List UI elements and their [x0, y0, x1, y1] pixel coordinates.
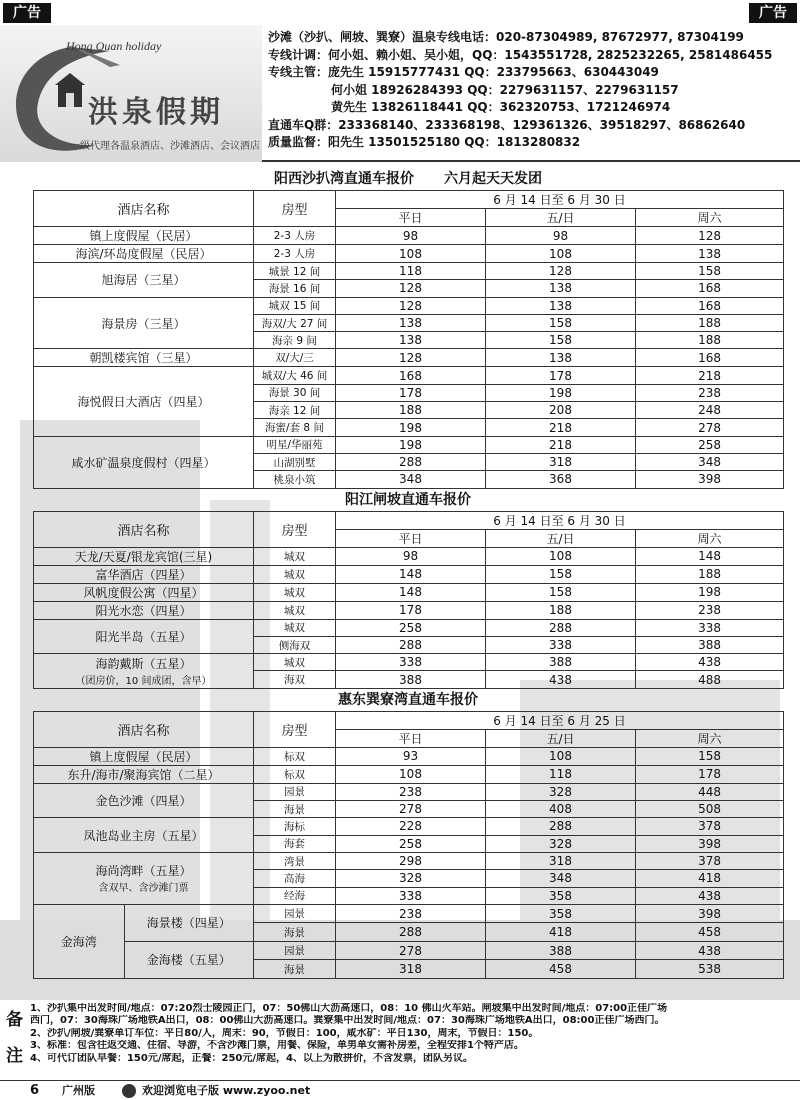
price-tables [33, 168, 783, 979]
price-cell: 368 [486, 471, 636, 488]
hotel-name-cell [34, 565, 254, 583]
price-cell: 168 [336, 367, 486, 384]
column-header-hotel: 酒店名称 [34, 711, 254, 747]
room-type: 海景 30 间 [254, 384, 336, 401]
hotel-name: 镇上度假屋（民居） [89, 229, 198, 243]
room-type: 园景 [254, 783, 336, 800]
price-cell: 198 [336, 436, 486, 453]
table-row [34, 227, 784, 245]
price-cell: 438 [636, 941, 784, 960]
hotel-name: 风帆度假公寓（四星） [83, 585, 204, 600]
table-row [34, 654, 784, 671]
notes-section [0, 1003, 800, 1075]
price-cell: 148 [336, 583, 486, 601]
room-type: 城双 [254, 601, 336, 619]
hotel-name-cell [34, 619, 254, 654]
price-cell: 338 [486, 636, 636, 653]
room-type: 海景 [254, 801, 336, 818]
price-cell: 338 [336, 887, 486, 904]
column-header-hotel: 酒店名称 [34, 191, 254, 227]
price-cell: 288 [486, 818, 636, 835]
price-cell: 398 [636, 471, 784, 488]
price-column-header: 平日 [336, 529, 486, 547]
price-cell: 438 [486, 671, 636, 688]
hotel-name: 海悦假日大酒店（四星） [77, 395, 210, 410]
hotel-name-cell [34, 297, 254, 349]
contact-line: 专线计调：何小姐、赖小姐、吴小姐，QQ：1543551728, 2825232265, 2581486455 [268, 47, 773, 62]
hotel-name: 阳光半岛（五星） [95, 629, 192, 644]
price-cell: 348 [336, 471, 486, 488]
group-name: 金海湾 [60, 934, 97, 949]
contact-line: 质量监督：阳先生 13501525180 QQ：1813280832 [268, 135, 581, 149]
price-cell: 318 [486, 852, 636, 869]
edition-label: 广州版 [62, 1084, 95, 1097]
price-cell: 158 [636, 263, 784, 280]
notes-label-top: 备 [6, 1010, 23, 1030]
price-cell: 138 [486, 280, 636, 297]
hotel-name: 凤池岛业主房（五星） [83, 828, 204, 843]
price-cell: 98 [336, 227, 486, 245]
price-cell: 258 [336, 835, 486, 852]
table-row [34, 783, 784, 800]
hotel-name: 旭海居（三星） [101, 273, 186, 288]
table-row [34, 818, 784, 835]
room-type: 山湖别墅 [254, 453, 336, 470]
room-type: 海标 [254, 818, 336, 835]
price-cell: 228 [336, 818, 486, 835]
price-cell: 328 [486, 783, 636, 800]
header [0, 25, 800, 162]
ad-badge-right: 广告 [749, 3, 797, 23]
price-table [33, 190, 784, 489]
price-cell: 128 [336, 297, 486, 314]
group-combined-cell [34, 904, 254, 978]
price-cell: 338 [336, 654, 486, 671]
price-cell: 118 [336, 263, 486, 280]
price-cell: 458 [486, 960, 636, 979]
room-type: 园景 [254, 941, 336, 960]
price-cell: 188 [636, 565, 784, 583]
price-cell: 108 [486, 547, 636, 565]
section-title [33, 489, 783, 511]
price-cell: 278 [336, 941, 486, 960]
price-cell: 178 [636, 765, 784, 783]
note-line: 1、沙扒集中出发时间/地点：07:20烈士陵园正门，07：50佛山大沥高速口，08：10 佛山火车站。闸坡集中出发时间/地点：07:00正佳广场 [30, 1003, 668, 1014]
column-header-room: 房型 [254, 511, 336, 547]
price-column-header: 周六 [636, 529, 784, 547]
price-cell: 118 [486, 765, 636, 783]
hotel-name: 海尚湾畔（五星） [95, 864, 192, 879]
price-cell: 288 [486, 619, 636, 636]
price-cell: 398 [636, 904, 784, 923]
table-row [34, 436, 784, 453]
price-cell: 438 [636, 654, 784, 671]
price-cell: 288 [336, 923, 486, 942]
hotel-name-cell [34, 583, 254, 601]
room-type: 城双 [254, 565, 336, 583]
price-cell: 138 [336, 332, 486, 349]
contact-line: 沙滩（沙扒、闸坡、巽寮）温泉专线电话：020-87304989, 87672977, 87304199 [268, 30, 744, 44]
price-cell: 348 [486, 870, 636, 887]
table-row [34, 245, 784, 263]
hotel-name: 咸水矿温泉度假村（四星） [71, 455, 216, 470]
room-type: 海套 [254, 835, 336, 852]
table-row [34, 367, 784, 384]
price-cell: 438 [636, 887, 784, 904]
price-cell: 408 [486, 801, 636, 818]
price-column-header: 平日 [336, 209, 486, 227]
table-row [34, 747, 784, 765]
hotel-name: 海景房（三星） [101, 316, 186, 331]
price-cell: 108 [336, 245, 486, 263]
price-cell: 98 [486, 227, 636, 245]
date-range-header: 6 月 14 日至 6 月 30 日 [336, 191, 784, 209]
room-type: 城双 15 间 [254, 297, 336, 314]
room-type: 标双 [254, 765, 336, 783]
price-cell: 538 [636, 960, 784, 979]
section-title-text: 阳西沙扒湾直通车报价 [274, 171, 414, 187]
room-type: 海双/大 27 间 [254, 314, 336, 331]
room-type: 高海 [254, 870, 336, 887]
note-line: 西门，07：30海珠广场地铁A出口，08：00佛山大沥高速口。巽寮集中出发时间/地点：07：30海珠广场地铁A出口，08:00正佳广场西门。 [30, 1015, 665, 1027]
price-cell: 378 [636, 852, 784, 869]
table-row [34, 765, 784, 783]
table-header-row [34, 711, 784, 729]
price-cell: 208 [486, 402, 636, 419]
hotel-name: 东升/海市/聚海宾馆（二星） [67, 767, 220, 782]
table-row [34, 547, 784, 565]
price-cell: 158 [486, 565, 636, 583]
price-cell: 198 [336, 419, 486, 436]
price-cell: 458 [636, 923, 784, 942]
section-subtitle: 六月起天天发团 [444, 171, 542, 187]
contact-line [268, 82, 798, 100]
price-cell: 158 [486, 583, 636, 601]
hotel-name-cell [34, 852, 254, 904]
price-cell: 218 [486, 419, 636, 436]
room-type: 侧海双 [254, 636, 336, 653]
section-title-text: 惠东巽寮湾直通车报价 [338, 691, 478, 708]
price-cell: 128 [636, 227, 784, 245]
price-cell: 188 [636, 332, 784, 349]
price-cell: 258 [336, 619, 486, 636]
price-cell: 318 [336, 960, 486, 979]
notes-body [30, 1003, 798, 1065]
price-cell: 198 [636, 583, 784, 601]
hotel-name-cell [34, 783, 254, 818]
price-column-header: 五/日 [486, 729, 636, 747]
date-range-header: 6 月 14 日至 6 月 25 日 [336, 711, 784, 729]
table-row [34, 601, 784, 619]
price-cell: 328 [336, 870, 486, 887]
note-line: 3、标准：包含往返交通、住宿、导游，不含沙滩门票，用餐、保险，单男单女需补房差，全程安排1个特产店。 [30, 1040, 524, 1052]
footer [0, 1080, 800, 1100]
table-row [34, 263, 784, 280]
hotel-name: 金色沙滩（四星） [95, 794, 192, 809]
note-line: 2、沙扒/闸坡/巽寮单订车位：平日80/人，周末：90，节假日：100，咸水矿：平日130，周末，节假日：150。 [30, 1027, 539, 1039]
hotel-name-cell [34, 436, 254, 488]
price-cell: 98 [336, 547, 486, 565]
section-title [33, 689, 783, 711]
sub-building-name: 海景楼（四星） [146, 916, 231, 931]
price-cell: 418 [636, 870, 784, 887]
footer-logo-icon [122, 1084, 136, 1098]
price-cell: 388 [486, 654, 636, 671]
price-cell: 488 [636, 671, 784, 688]
price-cell: 198 [486, 384, 636, 401]
hotel-name-cell [34, 227, 254, 245]
price-cell: 148 [336, 565, 486, 583]
contact-line [268, 99, 798, 117]
hotel-name: 富华酒店（四星） [95, 567, 192, 582]
price-cell: 108 [486, 245, 636, 263]
price-cell: 288 [336, 636, 486, 653]
price-cell: 418 [486, 923, 636, 942]
price-cell: 288 [336, 453, 486, 470]
price-cell: 168 [636, 349, 784, 367]
price-cell: 238 [336, 783, 486, 800]
room-type: 湾景 [254, 852, 336, 869]
price-cell: 258 [636, 436, 784, 453]
footer-message: 欢迎浏览电子版 www.zyoo.net [142, 1084, 311, 1097]
hotel-note: 含双早、含沙滩门票 [98, 883, 189, 895]
contact-line-text: 何小姐 18926284393 QQ：2279631157、2279631157 [331, 82, 679, 97]
table-row [34, 349, 784, 367]
price-cell: 358 [486, 904, 636, 923]
price-cell: 158 [636, 747, 784, 765]
room-type: 园景 [254, 904, 336, 923]
room-type: 城景 12 间 [254, 263, 336, 280]
price-cell: 158 [486, 314, 636, 331]
price-cell: 248 [636, 402, 784, 419]
column-header-room: 房型 [254, 191, 336, 227]
hotel-name-cell [34, 818, 254, 853]
room-type: 海景 [254, 960, 336, 979]
price-cell: 178 [486, 367, 636, 384]
price-cell: 388 [636, 636, 784, 653]
price-cell: 128 [336, 280, 486, 297]
table-row [34, 852, 784, 869]
price-cell: 168 [636, 297, 784, 314]
page-number: 6 [30, 1083, 40, 1098]
price-cell: 178 [336, 601, 486, 619]
price-cell: 128 [486, 263, 636, 280]
price-cell: 138 [486, 297, 636, 314]
table-header-row [34, 511, 784, 529]
price-cell: 278 [336, 801, 486, 818]
room-type: 城双 [254, 654, 336, 671]
room-type: 2-3 人房 [254, 227, 336, 245]
room-type: 海景 [254, 923, 336, 942]
contact-line: 专线主管：庞先生 15915777431 QQ：233795663、630443049 [268, 65, 659, 79]
price-cell: 138 [486, 349, 636, 367]
room-type: 海亲 12 间 [254, 402, 336, 419]
hotel-name-cell [34, 245, 254, 263]
logo-area [0, 25, 262, 162]
price-table [33, 711, 784, 979]
price-cell: 448 [636, 783, 784, 800]
hotel-name: 阳光水恋（四星） [95, 603, 192, 618]
note-line: 4、可代订团队早餐：150元/席起，正餐：250元/席起，4、以上为散拼价，不含发票，团队另议。 [30, 1052, 473, 1064]
section-title [33, 168, 783, 190]
hotel-name: 朝凯楼宾馆（三星） [89, 351, 198, 366]
group-inner-table [34, 905, 253, 978]
room-type: 海景 16 间 [254, 280, 336, 297]
price-cell: 158 [486, 332, 636, 349]
room-type: 2-3 人房 [254, 245, 336, 263]
price-cell: 238 [636, 384, 784, 401]
price-cell: 138 [636, 245, 784, 263]
date-range-header: 6 月 14 日至 6 月 30 日 [336, 511, 784, 529]
hotel-name-cell [34, 747, 254, 765]
price-cell: 218 [636, 367, 784, 384]
price-cell: 238 [636, 601, 784, 619]
price-cell: 398 [636, 835, 784, 852]
hotel-name-cell [34, 765, 254, 783]
ad-badge-left: 广告 [3, 3, 51, 23]
room-type: 城双 [254, 619, 336, 636]
price-cell: 93 [336, 747, 486, 765]
group-name-cell [34, 905, 124, 978]
price-cell: 188 [636, 314, 784, 331]
column-header-hotel: 酒店名称 [34, 511, 254, 547]
hotel-note: （团房价，10 间成团，含早） [75, 675, 212, 687]
room-type: 海蜜/套 8 间 [254, 419, 336, 436]
price-cell: 188 [336, 402, 486, 419]
logo-chinese-text: 洪泉假期 [88, 95, 224, 130]
price-cell: 108 [486, 747, 636, 765]
logo-english-text: Hong Quan holiday [66, 39, 162, 53]
price-cell: 388 [486, 941, 636, 960]
price-column-header: 五/日 [486, 529, 636, 547]
price-cell: 328 [486, 835, 636, 852]
price-column-header: 五/日 [486, 209, 636, 227]
price-cell: 378 [636, 818, 784, 835]
hotel-name: 镇上度假屋（民居） [89, 749, 198, 764]
price-cell: 148 [636, 547, 784, 565]
price-column-header: 周六 [636, 729, 784, 747]
price-column-header: 平日 [336, 729, 486, 747]
contact-line-text: 黄先生 13826118441 QQ：362320753、1721246974 [331, 100, 671, 114]
hotel-name: 海韵戴斯（五星） [95, 656, 192, 671]
column-header-room: 房型 [254, 711, 336, 747]
table-row [34, 297, 784, 314]
room-type: 双/大/三 [254, 349, 336, 367]
room-type: 城双 [254, 547, 336, 565]
price-cell: 128 [336, 349, 486, 367]
table-row [34, 583, 784, 601]
room-type: 海亲 9 间 [254, 332, 336, 349]
section-title-text: 阳江闸坡直通车报价 [345, 491, 471, 508]
price-cell: 298 [336, 852, 486, 869]
price-cell: 188 [486, 601, 636, 619]
price-cell: 348 [636, 453, 784, 470]
price-cell: 218 [486, 436, 636, 453]
price-cell: 238 [336, 904, 486, 923]
price-cell: 278 [636, 419, 784, 436]
sub-building-name: 金海楼（五星） [124, 941, 253, 978]
table-row [34, 904, 784, 923]
price-cell: 178 [336, 384, 486, 401]
table-row [34, 619, 784, 636]
room-type: 经海 [254, 887, 336, 904]
price-cell: 388 [336, 671, 486, 688]
hotel-name-cell [34, 547, 254, 565]
table-row [34, 565, 784, 583]
price-table [33, 511, 784, 689]
hotel-name: 天龙/天夏/银龙宾馆(三星) [74, 549, 213, 564]
price-cell: 358 [486, 887, 636, 904]
group-inner-row [34, 905, 253, 942]
room-type: 桃泉小筑 [254, 471, 336, 488]
price-cell: 338 [636, 619, 784, 636]
price-cell: 138 [336, 314, 486, 331]
room-type: 标双 [254, 747, 336, 765]
hotel-name-cell [34, 601, 254, 619]
room-type: 明星/华丽苑 [254, 436, 336, 453]
room-type: 城双 [254, 583, 336, 601]
table-header-row [34, 191, 784, 209]
price-cell: 318 [486, 453, 636, 470]
hotel-name-cell [34, 263, 254, 298]
hotel-name-cell [34, 654, 254, 689]
room-type: 城双/大 46 间 [254, 367, 336, 384]
contact-line: 直通车Q群：233368140、233368198、129361326、39518297、86862640 [268, 117, 746, 132]
price-cell: 168 [636, 280, 784, 297]
hotel-name-cell [34, 367, 254, 436]
logo-subtitle: 一级代理各温泉酒店、沙滩酒店、会议酒店 [70, 141, 260, 152]
price-column-header: 周六 [636, 209, 784, 227]
notes-label-bottom: 注 [6, 1046, 23, 1066]
room-type: 海双 [254, 671, 336, 688]
hotel-name-cell [34, 349, 254, 367]
price-cell: 108 [336, 765, 486, 783]
hotel-name: 海滨/环岛度假屋（民居） [75, 247, 212, 261]
contact-block [268, 29, 798, 152]
price-cell: 508 [636, 801, 784, 818]
